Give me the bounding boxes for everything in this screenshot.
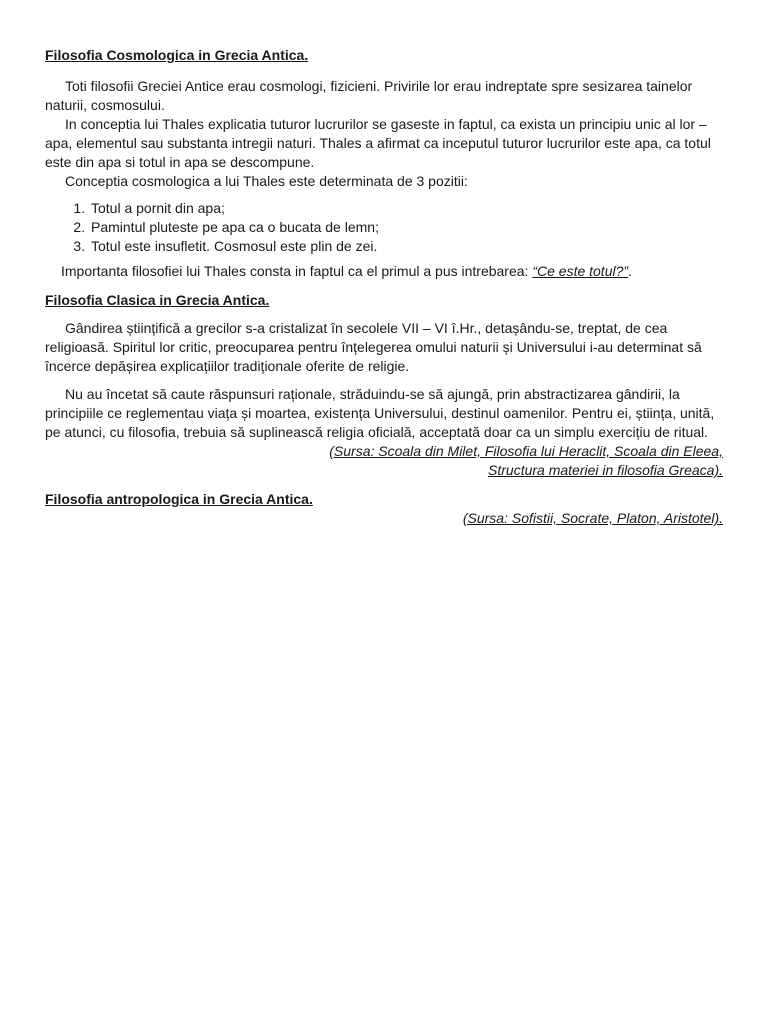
heading-clasica: Filosofia Clasica in Grecia Antica. xyxy=(45,292,270,308)
heading-antropologica: Filosofia antropologica in Grecia Antica. xyxy=(45,491,313,507)
source-clasica xyxy=(45,442,723,480)
list-item: 2. Pamintul pluteste pe apa ca o bucata de lemn; xyxy=(89,218,723,237)
source-antropologica: (Sursa: Sofistii, Socrate, Platon, Aristotel). xyxy=(462,510,723,526)
list-item: 1. Totul a pornit din apa; xyxy=(89,199,723,218)
source-line: (Sursa: Scoala din Milet, Filosofia lui Heraclit, Scoala din Eleea, xyxy=(329,443,723,459)
list-item: 3. Totul este insufletit. Cosmosul este plin de zei. xyxy=(89,237,723,256)
paragraph-gandirea: Gândirea științifică a grecilor s-a cristalizat în secolele VII – VI î.Hr., detașându-se, treptat, de cea religioasă. Spiritul lor critic, preocuparea pentru înțelegerea omului naturii și Universului i-au determinat să încerce depășirea explicațiilor tradiționale oferite de religie. xyxy=(45,320,702,374)
pozitii-list xyxy=(45,199,723,256)
paragraph-raspunsuri: Nu au încetat să caute răspunsuri raționale, străduindu-se să ajungă, prin abstractizarea gândirii, la principiile ce reglementau viața și moartea, existența Universului, destinul oamenilor. Pentru ei, știința, unită, pe atunci, cu filosofia, trebuia să suplinească religia oficială, acceptată doar ca un simplu exercițiu de ritual. xyxy=(45,386,715,440)
importanta-question: “Ce este totul?” xyxy=(532,263,629,279)
source-line: Structura materiei in filosofia Greaca). xyxy=(488,462,723,478)
paragraph-importanta xyxy=(45,262,723,281)
importanta-end: . xyxy=(628,263,632,279)
paragraph-thales-conceptie: In conceptia lui Thales explicatia tuturor lucrurilor se gaseste in faptul, ca exista un principiu unic al lor – apa, elementul sau substanta intregii naturi. Thales a afirmat ca inceputul tuturor lucrurilor este apa, ca totul este din apa si totul in apa se descompune. xyxy=(45,116,711,170)
heading-cosmologica: Filosofia Cosmologica in Grecia Antica. xyxy=(45,47,309,63)
importanta-text: Importanta filosofiei lui Thales consta in faptul ca el primul a pus intrebarea: xyxy=(61,263,533,279)
paragraph-cosmologi: Toti filosofii Greciei Antice erau cosmologi, fizicieni. Privirile lor erau indreptate spre sesizarea tainelor naturii, cosmosului. xyxy=(45,78,693,113)
paragraph-pozitii-intro: Conceptia cosmologica a lui Thales este determinata de 3 pozitii: xyxy=(65,173,468,189)
document-page xyxy=(45,46,723,528)
